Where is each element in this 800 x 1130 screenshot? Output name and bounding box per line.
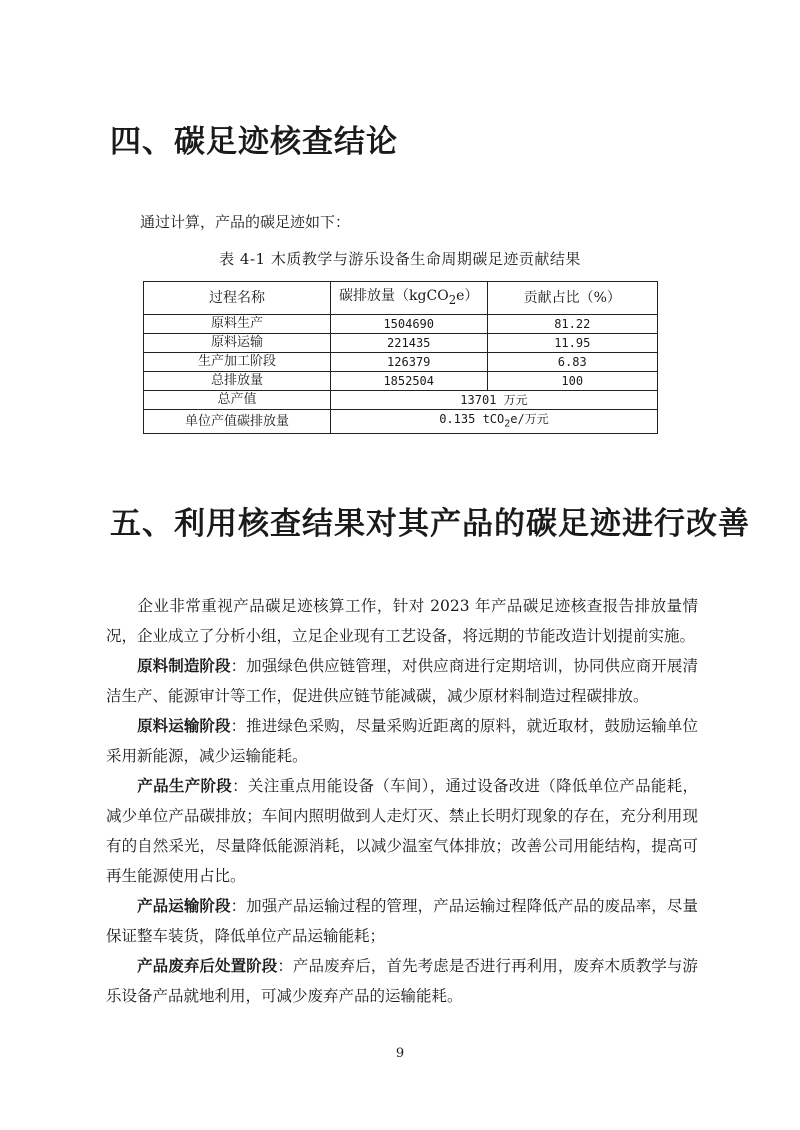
cell-unit-emission-label: 单位产值碳排放量 (144, 410, 331, 434)
table-caption: 表 4-1 木质教学与游乐设备生命周期碳足迹贡献结果 (219, 250, 581, 268)
table-row-unit-emission (144, 410, 658, 434)
table-row (144, 372, 658, 391)
cell-process: 原料运输 (144, 334, 331, 353)
cell-process: 生产加工阶段 (144, 353, 331, 372)
paragraph-end-of-life: 产品废弃后处置阶段：产品废弃后，首先考虑是否进行再利用，废弃木质教学与游乐设备产品就地利用，可减少废弃产品的运输能耗。 (106, 957, 698, 1005)
table-row-total-output (144, 391, 658, 410)
carbon-footprint-table (143, 281, 658, 434)
cell-total-output-label: 总产值 (144, 391, 331, 410)
section-5-heading: 五、利用核查结果对其产品的碳足迹进行改善 (110, 506, 750, 542)
page-number: 9 (395, 1046, 405, 1061)
cell-unit-emission-value: 0.135 tCO$_2$e/万元 (330, 410, 657, 434)
section-4-intro: 通过计算，产品的碳足迹如下： (140, 213, 351, 231)
header-process: 过程名称 (144, 282, 331, 315)
paragraph-lead: 原料制造阶段 (137, 657, 231, 675)
cell-emission: 1504690 (330, 315, 487, 334)
table-row (144, 353, 658, 372)
cell-share: 6.83 (487, 353, 658, 372)
table-row (144, 334, 658, 353)
paragraph-lead: 产品生产阶段 (137, 777, 233, 795)
header-emission: 碳排放量（kgCO$_2$e） (330, 282, 487, 315)
paragraph-product-transport: 产品运输阶段：加强产品运输过程的管理，产品运输过程降低产品的废品率，尽量保证整车装货，降低单位产品运输能耗； (106, 897, 698, 945)
paragraph-lead: 产品运输阶段 (137, 897, 231, 915)
cell-process: 总排放量 (144, 372, 331, 391)
paragraph-raw-material-transport: 原料运输阶段：推进绿色采购，尽量采购近距离的原料，就近取材，鼓励运输单位采用新能源，减少运输能耗。 (106, 717, 698, 765)
cell-emission: 221435 (330, 334, 487, 353)
cell-share: 81.22 (487, 315, 658, 334)
cell-emission: 1852504 (330, 372, 487, 391)
cell-share: 11.95 (487, 334, 658, 353)
cell-total-output-value: 13701 万元 (330, 391, 657, 410)
cell-share: 100 (487, 372, 658, 391)
paragraph-lead: 产品废弃后处置阶段 (137, 957, 278, 975)
table-row (144, 315, 658, 334)
paragraph-raw-material-manufacturing: 原料制造阶段：加强绿色供应链管理，对供应商进行定期培训，协同供应商开展清洁生产、能源审计等工作，促进供应链节能减碳，减少原材料制造过程碳排放。 (106, 657, 698, 705)
table-header-row (144, 282, 658, 315)
paragraph-overview: 企业非常重视产品碳足迹核算工作，针对 2023 年产品碳足迹核查报告排放量情况，企业成立了分析小组，立足企业现有工艺设备，将远期的节能改造计划提前实施。 (106, 597, 698, 645)
paragraph-product-production: 产品生产阶段：关注重点用能设备（车间），通过设备改进（降低单位产品能耗，减少单位产品碳排放；车间内照明做到人走灯灭、禁止长明灯现象的存在，充分利用现有的自然采光，尽量降低能源消耗，以减少温室气体排放；改善公司用能结构，提高可再生能源使用占比。 (106, 777, 698, 885)
section-4-heading: 四、碳足迹核查结论 (110, 124, 398, 160)
cell-process: 原料生产 (144, 315, 331, 334)
header-share: 贡献占比（%） (487, 282, 658, 315)
cell-emission: 126379 (330, 353, 487, 372)
paragraph-lead: 原料运输阶段 (137, 717, 231, 735)
